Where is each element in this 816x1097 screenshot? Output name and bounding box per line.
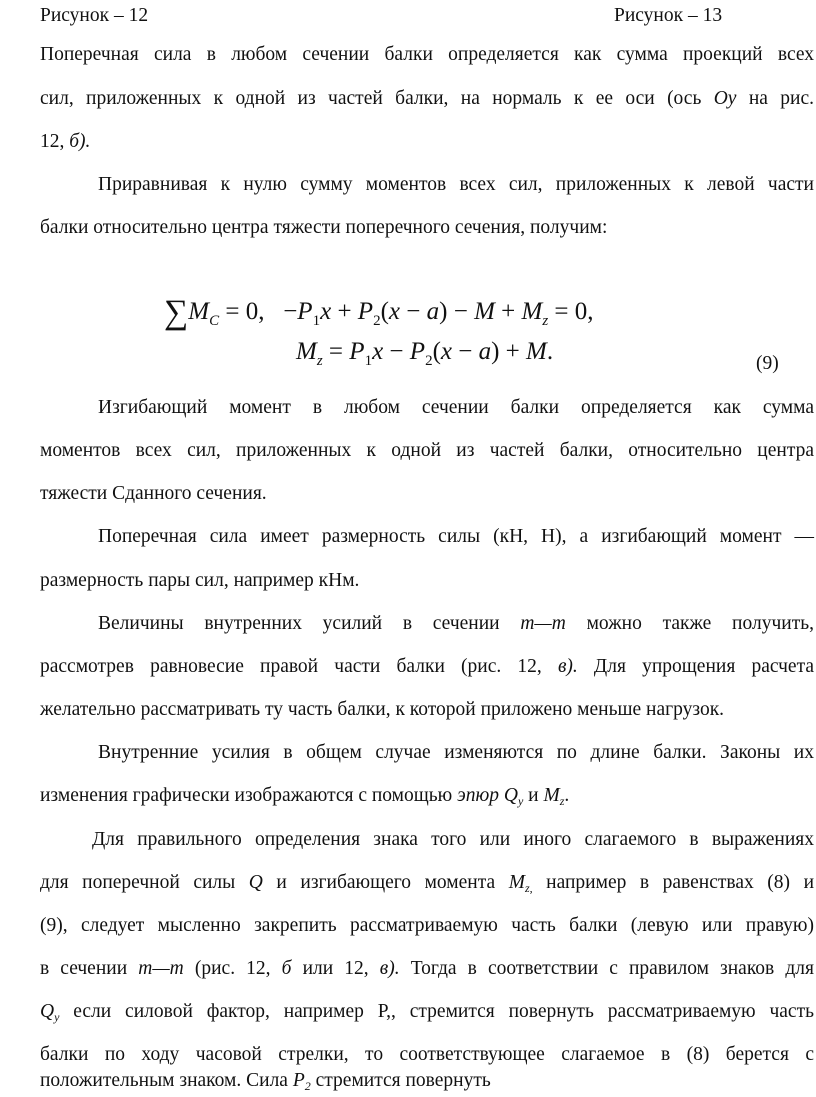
paragraph-1-line-1: Поперечная сила в любом сечении балки определяется как сумма проекций всех [40, 44, 814, 65]
paragraph-7-line-2 [40, 871, 814, 900]
text: положительным знаком. Сила [40, 1070, 293, 1091]
text: в сечении [40, 958, 139, 979]
text: 12, [40, 131, 70, 152]
symbol-m: M [508, 872, 525, 893]
term: эпюр [457, 785, 499, 806]
text: или 12, [291, 958, 380, 979]
paragraph-6-line-1: Внутренние усилия в общем случае изменяются по длине балки. Законы их [98, 742, 814, 763]
symbol-q: Q [248, 872, 263, 893]
subscript: z [559, 794, 565, 808]
text: Для упрощения расчета [577, 656, 814, 677]
paragraph-3-line-2: моментов всех сил, приложенных к одной из частей балки, относительно центра [40, 440, 814, 461]
paragraph-5-line-1 [98, 612, 814, 636]
symbol-q: Q [503, 785, 518, 806]
paragraph-4-line-1: Поперечная сила имеет размерность силы (кН, Н), а изгибающий момент — [98, 526, 814, 547]
text: . [564, 785, 570, 806]
paragraph-7-line-7 [40, 1070, 491, 1097]
paragraph-3-line-1: Изгибающий момент в любом сечении балки определяется как сумма [98, 397, 814, 418]
paragraph-6-line-2 [40, 784, 569, 813]
text: например в равенствах (8) и [532, 872, 815, 893]
figure-ref: в). [379, 958, 400, 979]
figure-caption-12: Рисунок – 12 [40, 5, 149, 26]
paragraph-5-line-2 [40, 655, 814, 679]
paragraph-7-line-3: (9), следует мысленно закрепить рассматриваемую часть балки (левую или правую) [40, 915, 814, 936]
text: рассмотрев равновесие правой части балки (рис. 12, [40, 656, 558, 677]
text: (рис. 12, [183, 958, 282, 979]
subscript: y [54, 1010, 60, 1024]
symbol-q: Q [40, 1001, 55, 1022]
paragraph-2-line-2: балки относительно центра тяжести поперечного сечения, получим: [40, 217, 608, 238]
paragraph-7-line-6: балки по ходу часовой стрелки, то соответствующее слагаемое в (8) берется с [40, 1044, 814, 1065]
paragraph-3-line-3: тяжести Сданного сечения. [40, 483, 267, 504]
figure-caption-13: Рисунок – 13 [614, 5, 723, 26]
paragraph-2-line-1: Приравнивая к нулю сумму моментов всех сил, приложенных к левой части [98, 174, 814, 195]
text: если силовой фактор, например Р,, стремится повернуть рассматриваемую часть [59, 1001, 814, 1022]
subscript: z, [524, 881, 533, 895]
section-label: т—т [520, 613, 566, 634]
paragraph-7-line-5 [40, 1000, 814, 1029]
axis-label: Oy [713, 88, 737, 109]
figure-ref: в). [557, 656, 578, 677]
equation-line-1: $\sum M_C = 0$, $-P_1x + P_2(x - a) - M + M_z = 0$, [164, 294, 594, 331]
subscript: y [517, 794, 524, 808]
text: Величины внутренних усилий в сечении [98, 613, 521, 634]
paragraph-5-line-3: желательно рассматривать ту часть балки, к которой приложено меньше нагрузок. [40, 699, 725, 720]
text: стремится повернуть [310, 1070, 491, 1091]
paragraph-7-line-4 [40, 957, 814, 981]
text: изменения графически изображаются с помощью [40, 785, 458, 806]
figure-ref: б [281, 958, 292, 979]
paragraph-1-line-3 [40, 130, 90, 154]
text: для поперечной силы [40, 872, 249, 893]
symbol-p: P [292, 1070, 305, 1091]
text: сил, приложенных к одной из частей балки, на нормаль к ее оси (ось [40, 88, 714, 109]
text: можно также получить, [565, 613, 815, 634]
figure-ref: б). [69, 131, 91, 152]
text: и [523, 785, 544, 806]
text: на рис. [736, 88, 814, 109]
paragraph-4-line-2: размерность пары сил, например кНм. [40, 570, 360, 591]
equation-number: (9) [756, 353, 779, 374]
equation-line-2: $M_z = P_1x - P_2(x - a) + M$. [296, 338, 554, 369]
text: Тогда в соответствии с правилом знаков для [399, 958, 814, 979]
paragraph-7-line-1: Для правильного определения знака того или иного слагаемого в выражениях [92, 829, 814, 850]
paragraph-1-line-2 [40, 87, 814, 111]
subscript: 2 [304, 1079, 311, 1093]
text: и изгибающего момента [262, 872, 509, 893]
section-label: т—т [138, 958, 184, 979]
symbol-m: M [543, 785, 560, 806]
